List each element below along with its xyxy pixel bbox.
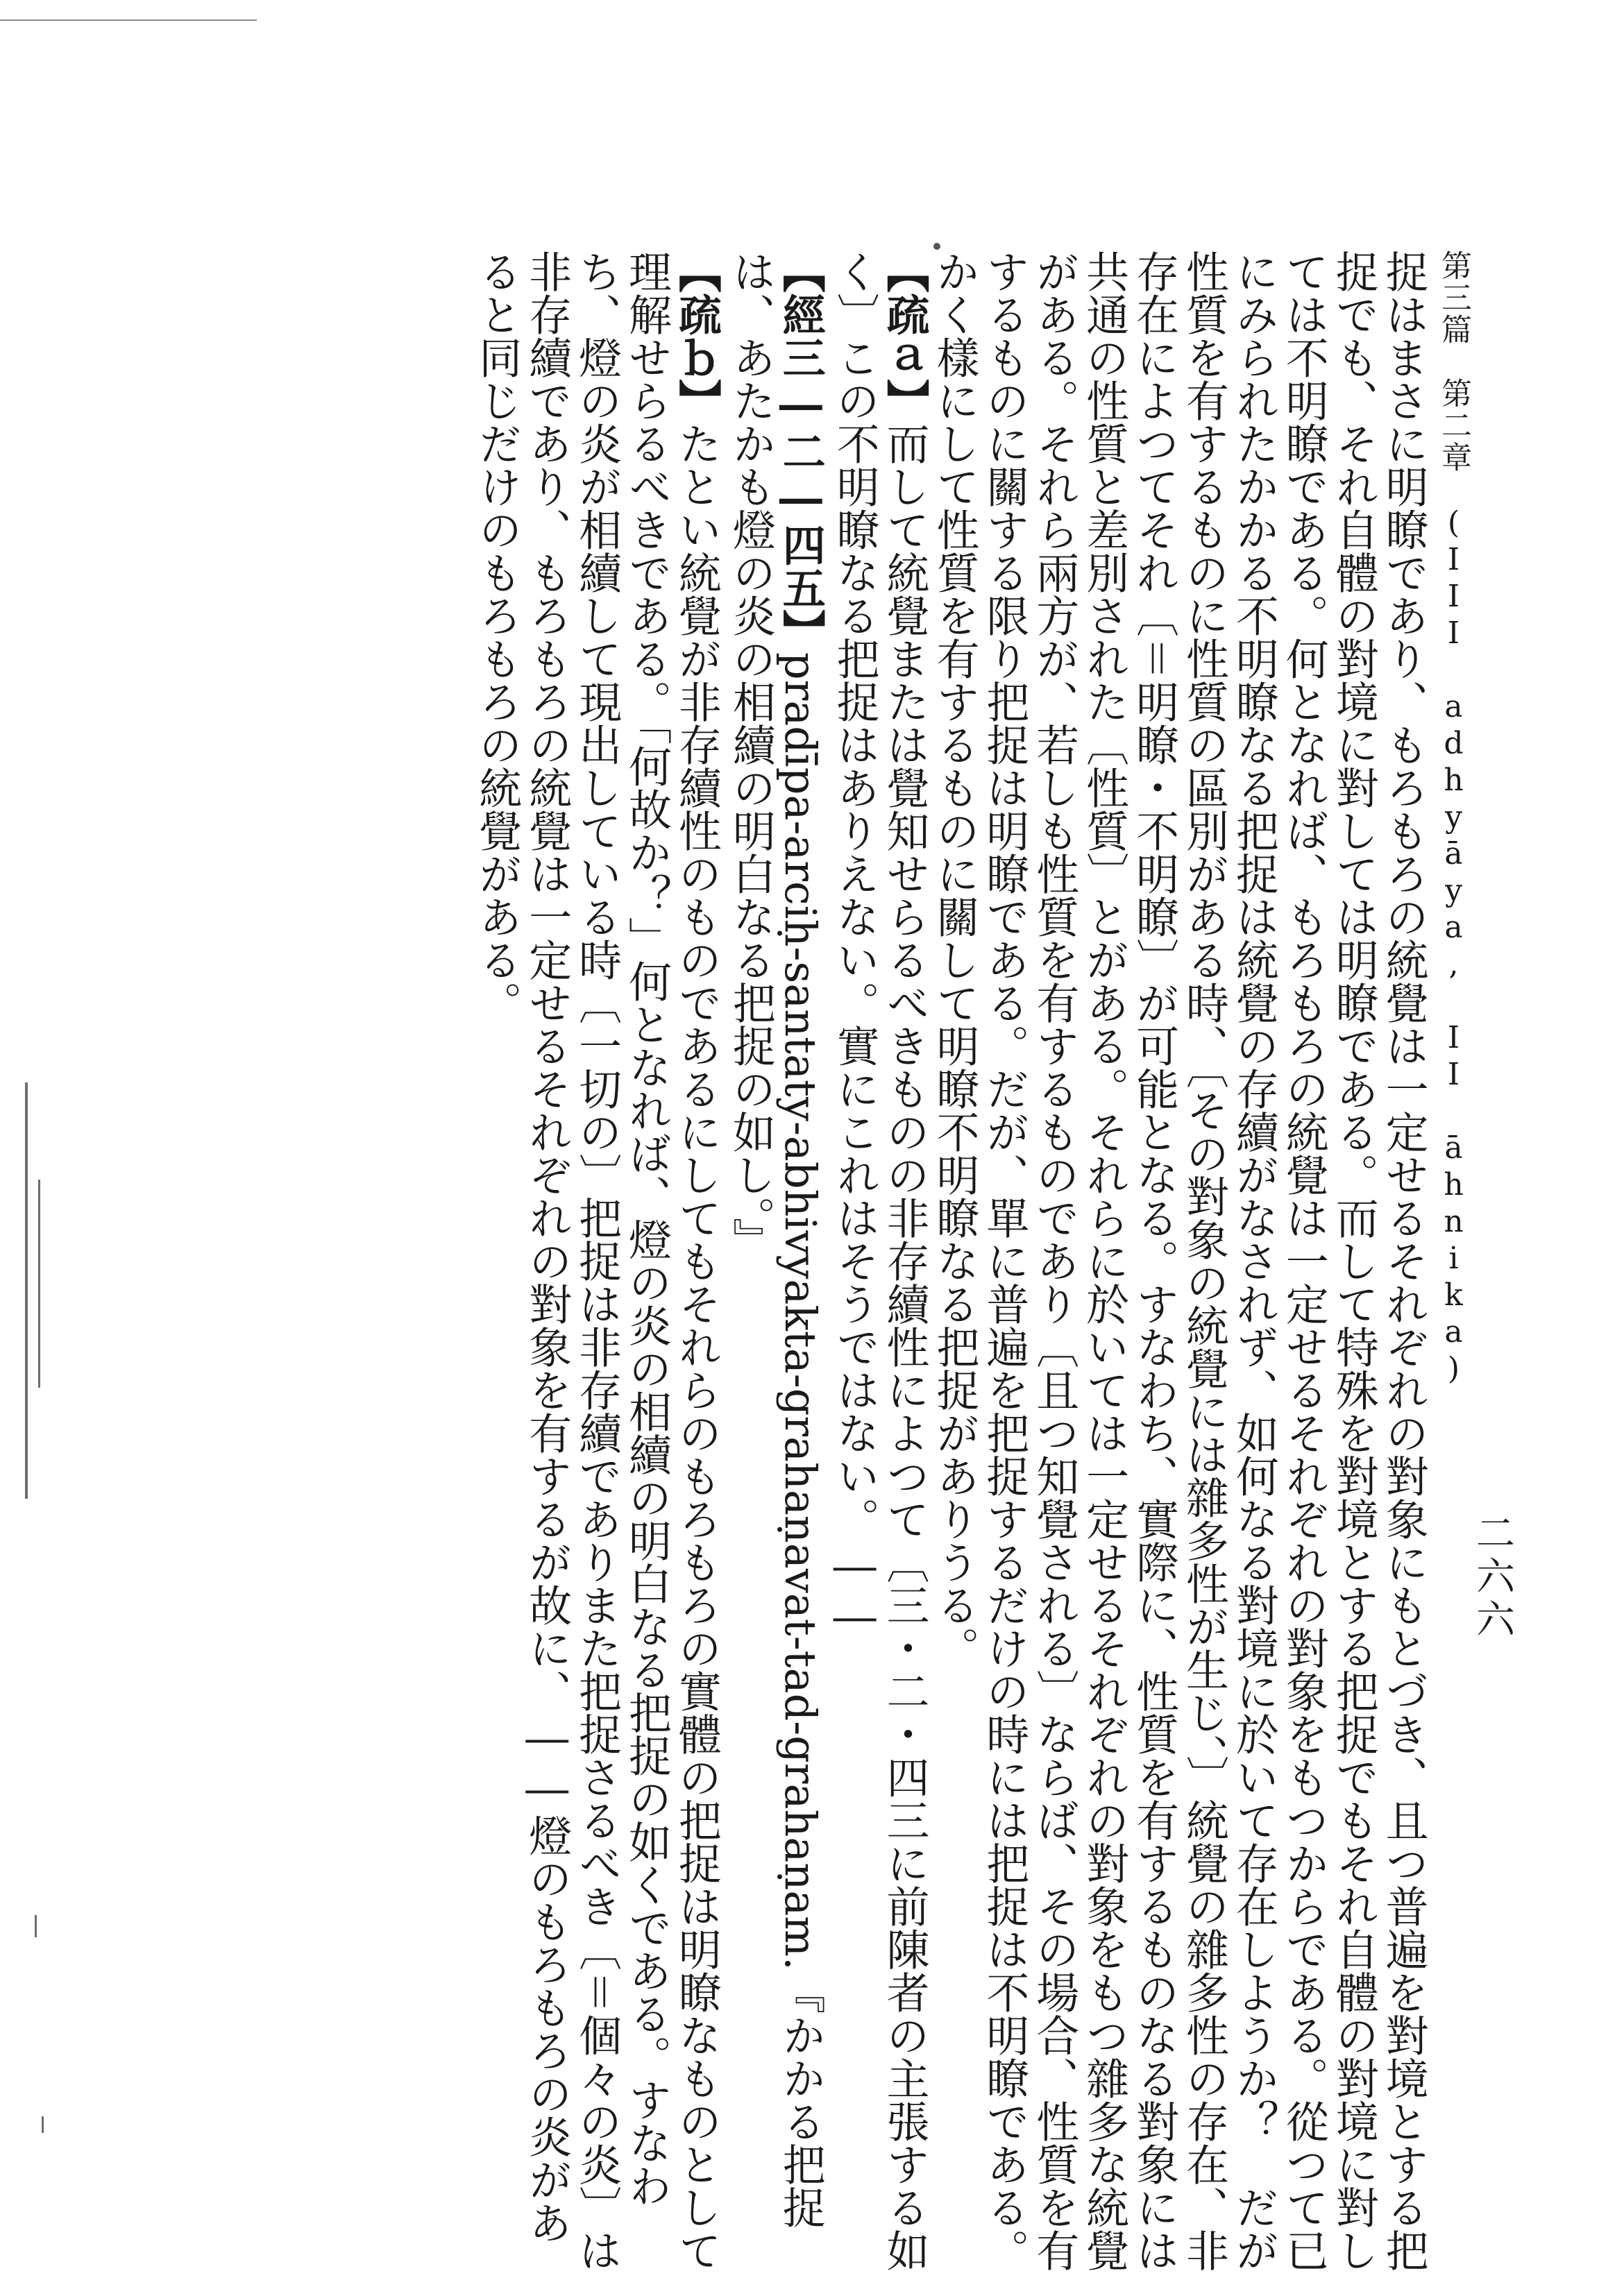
paragraph-text: 而して統覺または覺知せらるべきものの非存續性によつて〔三・二・四三に前陳者の主張する如く〕この不明瞭なる把捉はありえない。實にこれはそうではない。―― xyxy=(829,250,931,2272)
paragraph-1 xyxy=(929,250,1428,2276)
paragraph-text: 捉はまさに明瞭であり、もろもろの統覺は一定せるそれぞれの對象にもとづき、且つ普遍を對境とする把捉でも、それ自體の對境に對しては明瞭である。而して特殊を對境とする把捉でもそれ自體の對境に對しては不明瞭である。何となれば、もろもろの統覺は一定せるそれぞれの對象をもつからである。從つて已にみられたかかる不明瞭なる把捉は統覺の存續がなされず、如何なる對境に於いて存在しようか？ だが性質を有するものに性質の區別がある時、〔その對象の統覺には雜多性が生じ、〕統覺の雜多性の存在、非存在によつてそれ〔＝明瞭・不明瞭〕が可能となる。すなわち、實際に、性質を有するものなる對象には共通の性質と差別された〔性質〕とがある。それらに於いては一定せるそれぞれの對象をもつ雜多な統覺がある。それら兩方が、若しも性質を有するものであり〔且つ知覺される〕ならば、その場合、性質を有するものに關する限り把捉は明瞭である。だが、單に普遍を把捉するだけの時には把捉は不明瞭である。かく樣にして性質を有するものに關して明瞭不明瞭なる把捉がありうる。 xyxy=(929,250,1430,2272)
running-head: 第三篇 第二章 (III adhyāya, II āhnika) xyxy=(1436,250,1471,1388)
sanskrit-sutra: pradīpa-arciḥ-santaty-abhivyakta-grahaṇavat-tad-grahaṇam. xyxy=(775,652,827,1971)
page-number: 二六六 xyxy=(1470,1513,1515,1642)
paragraph-text: たとい統覺が非存續性のものであるにしてもそれらのもろもろの實體の把捉は明瞭なものとして理解せらるべきである。「何故か？」何となれば、燈の炎の相續の明白なる把捉の如くである。すなわち、燈の炎が相續して現出している時〔一切の〕把捉は非存續でありまた把捉さるべき〔＝個々の炎〕は非存續であり、もろもろの統覺は一定せるそれぞれの對象を有するが故に、――燈のもろもろの炎があると同じだけのもろもろの統覺がある。 xyxy=(471,250,722,2272)
commentary-label: 【疏ａ】 xyxy=(879,250,931,422)
paragraph-2 xyxy=(829,250,929,2276)
body-text xyxy=(472,250,1428,2276)
paragraph-3 xyxy=(725,250,825,2276)
sutra-label: 【經三―二―四五】 xyxy=(775,250,827,652)
scan-edge-rule xyxy=(0,19,257,21)
paragraph-text: 『かかる把捉は、あたかも燈の炎の相續の明白なる把捉の如し。』 xyxy=(725,250,827,2229)
paragraph-4 xyxy=(472,250,722,2276)
commentary-label: 【疏ｂ】 xyxy=(671,250,722,422)
page-body xyxy=(0,250,1478,2276)
scan-dot xyxy=(933,243,940,250)
